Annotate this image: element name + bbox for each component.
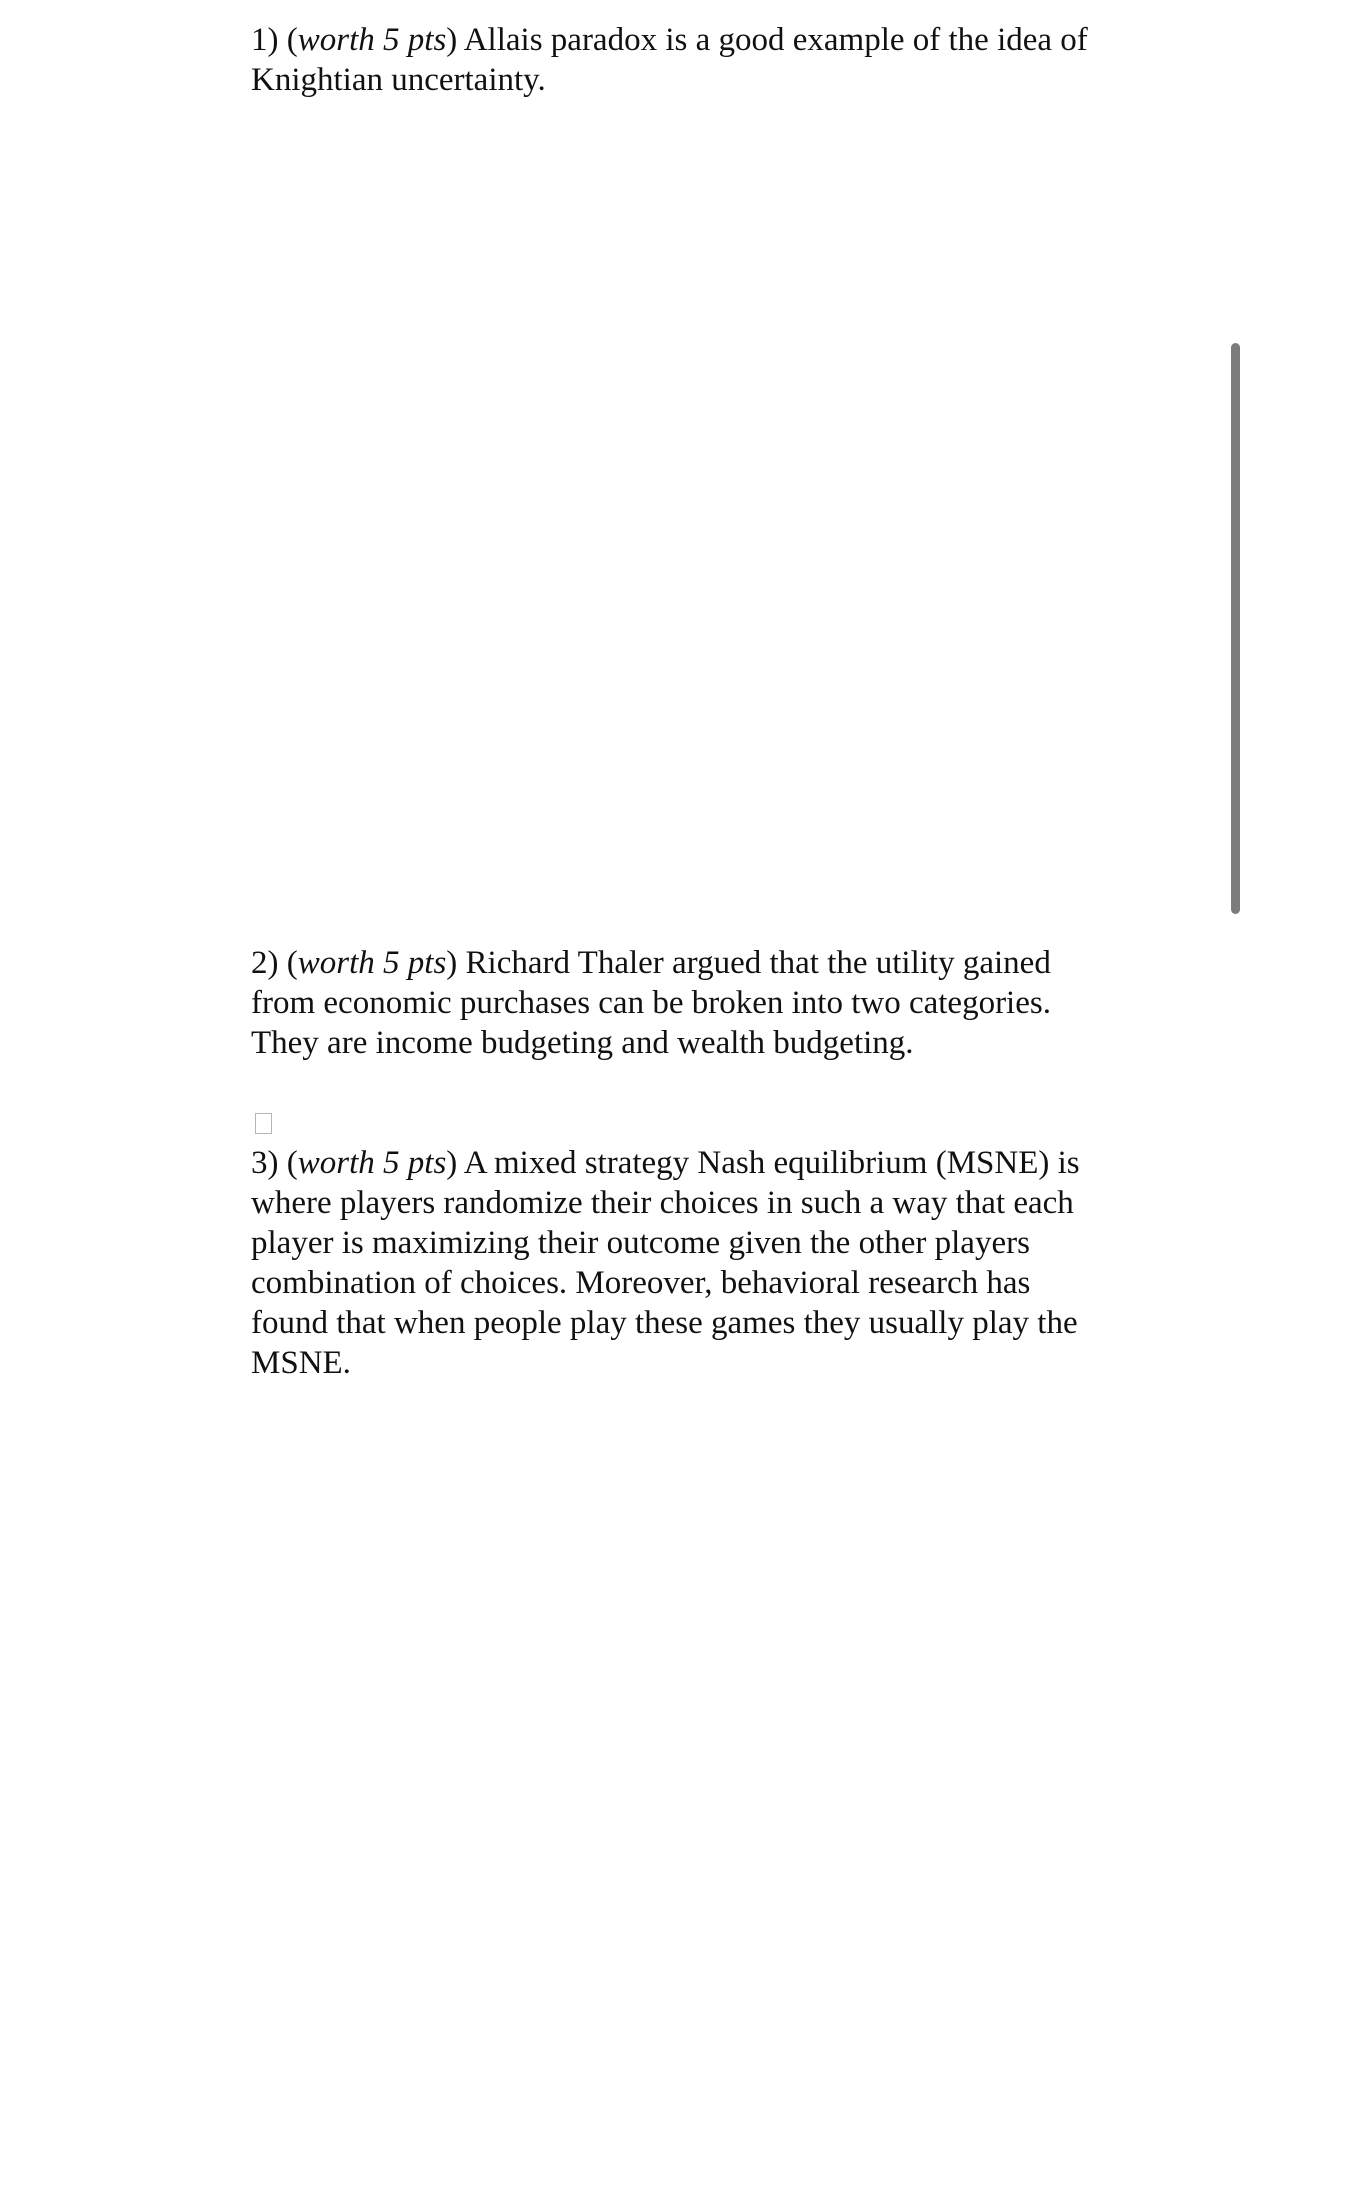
question-1: 1) (worth 5 pts) Allais paradox is a good example of the idea of Knightian uncertainty. [251,22,1088,98]
question-3: 3) (worth 5 pts) A mixed strategy Nash equilibrium (MSNE) is where players randomize their choices in such a way that each player is maximizing their outcome given the other players combination of choices. Moreover, behavioral research has found that when people play these games they usually play the MSNE. [251,1145,1080,1381]
question-worth: worth 5 pts [297,1145,447,1181]
question-worth: worth 5 pts [297,945,447,981]
question-statement: Richard Thaler argued that the utility gained from economic purchases can be broken into two categories. They are income budgeting and wealth budgeting. [251,945,1051,1061]
question-number: 3) [251,1145,279,1181]
question-2: 2) (worth 5 pts) Richard Thaler argued that the utility gained from economic purchases can be broken into two categories. They are income budgeting and wealth budgeting. [251,945,1051,1061]
question-number: 1) [251,22,279,58]
scrollbar-thumb[interactable] [1231,343,1240,914]
question-statement: A mixed strategy Nash equilibrium (MSNE) is where players randomize their choices in such a way that each player is maximizing their outcome given the other players combination of choices. Moreover, behavioral research has found that when people play these games they usually play the MSNE. [251,1145,1080,1381]
checkbox-icon[interactable] [255,1113,272,1134]
question-statement: Allais paradox is a good example of the idea of Knightian uncertainty. [251,22,1088,98]
question-worth: worth 5 pts [297,22,447,58]
question-number: 2) [251,945,279,981]
